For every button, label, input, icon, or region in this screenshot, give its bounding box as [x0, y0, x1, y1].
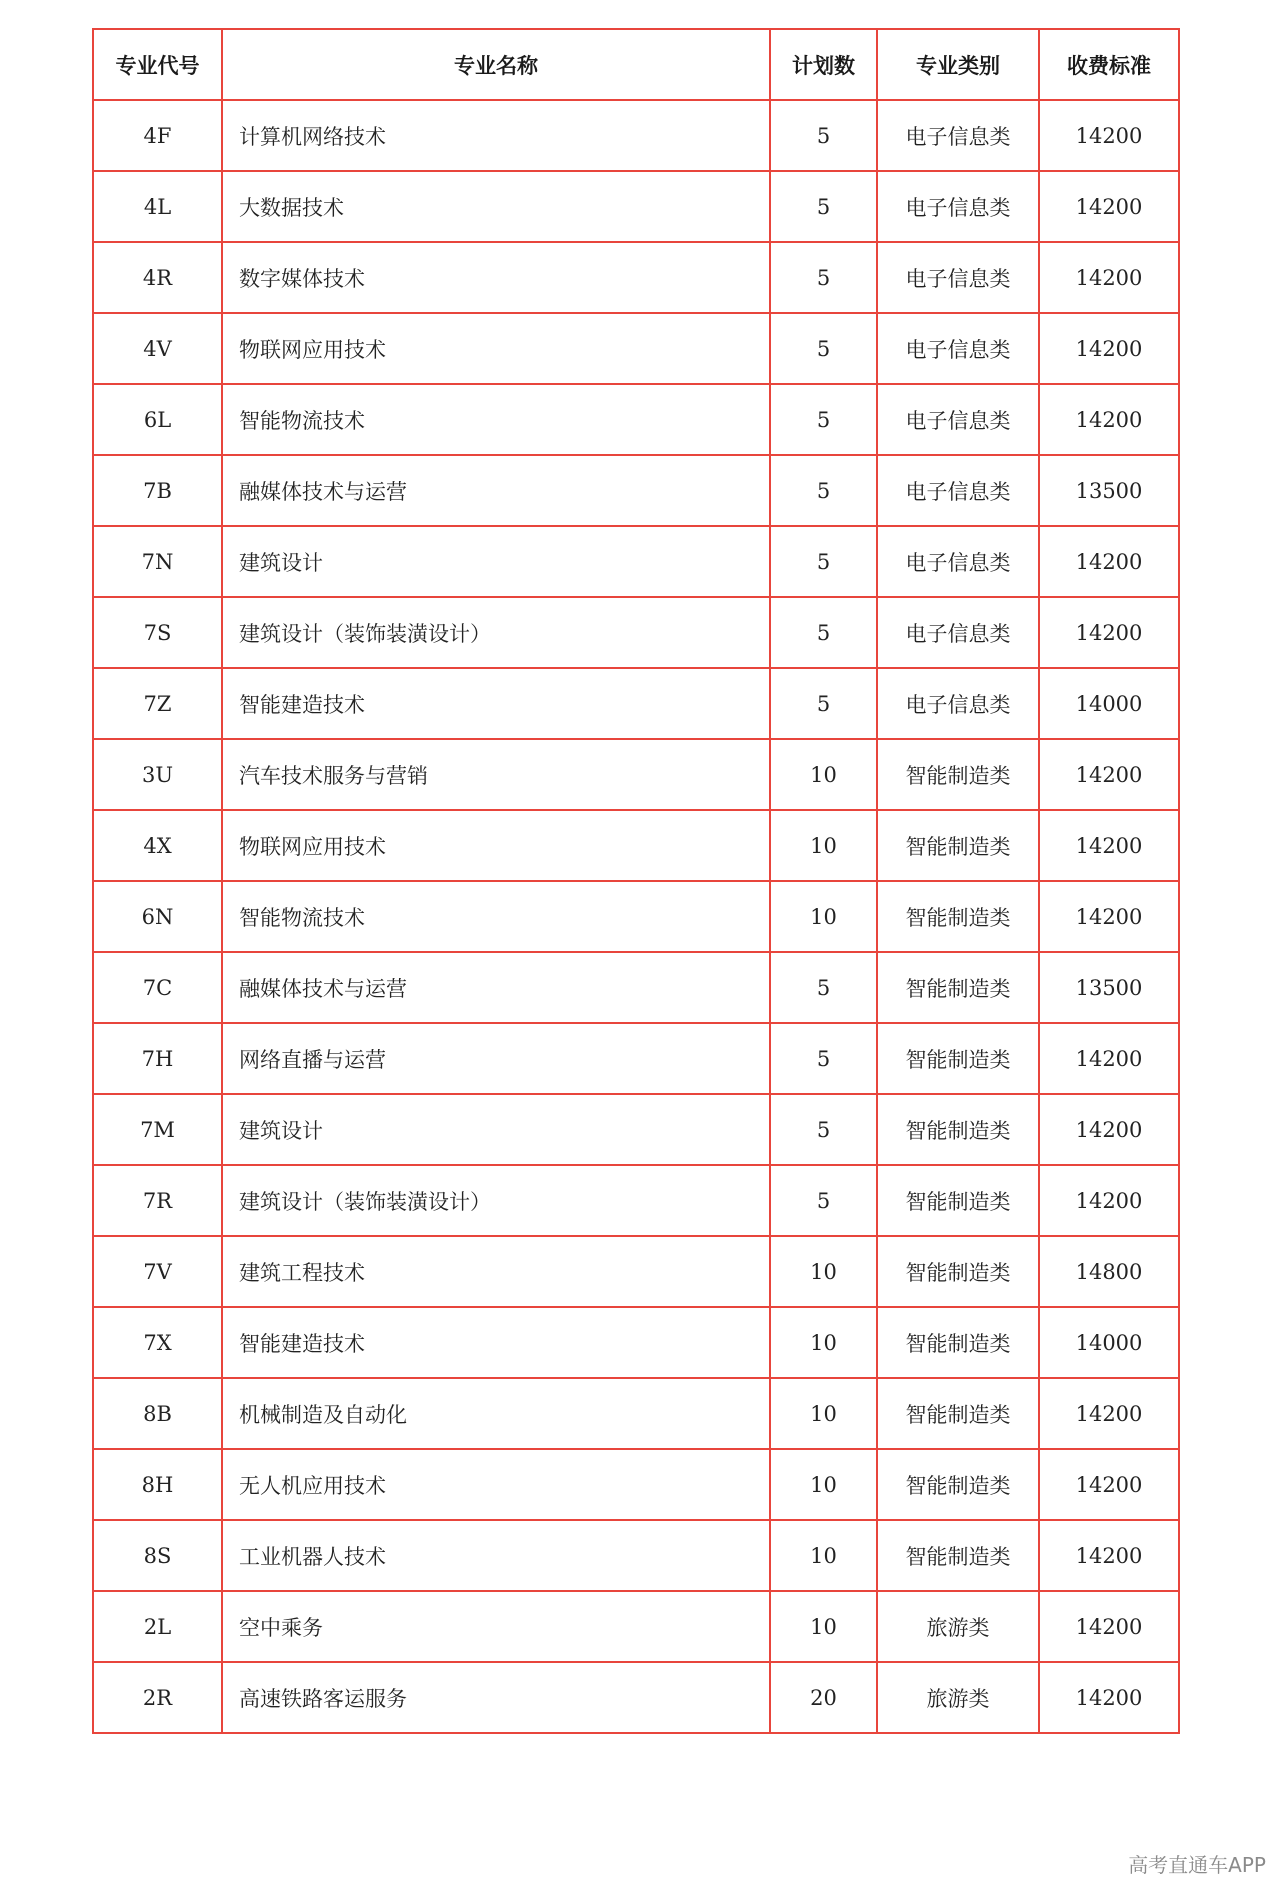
cell-fee: 14200: [1039, 526, 1179, 597]
cell-quota: 10: [770, 1378, 877, 1449]
cell-fee: 14200: [1039, 1591, 1179, 1662]
cell-code: 7C: [93, 952, 222, 1023]
cell-fee: 14800: [1039, 1236, 1179, 1307]
cell-code: 4L: [93, 171, 222, 242]
table-row: [93, 1236, 1179, 1307]
cell-fee: 14200: [1039, 1023, 1179, 1094]
cell-category: 电子信息类: [877, 313, 1039, 384]
cell-name: 物联网应用技术: [222, 810, 770, 881]
cell-code: 6N: [93, 881, 222, 952]
cell-fee: 14200: [1039, 384, 1179, 455]
cell-name: 计算机网络技术: [222, 100, 770, 171]
enrollment-plan-table: [92, 28, 1180, 1734]
cell-code: 6L: [93, 384, 222, 455]
cell-category: 智能制造类: [877, 881, 1039, 952]
cell-quota: 5: [770, 668, 877, 739]
cell-name: 建筑设计（装饰装潢设计）: [222, 597, 770, 668]
table-row: [93, 1662, 1179, 1733]
cell-code: 7X: [93, 1307, 222, 1378]
cell-fee: 14200: [1039, 1165, 1179, 1236]
cell-code: 7S: [93, 597, 222, 668]
cell-name: 建筑设计: [222, 1094, 770, 1165]
cell-fee: 14200: [1039, 171, 1179, 242]
cell-name: 融媒体技术与运营: [222, 455, 770, 526]
table-row: [93, 952, 1179, 1023]
cell-fee: 14000: [1039, 1307, 1179, 1378]
cell-name: 汽车技术服务与营销: [222, 739, 770, 810]
cell-code: 7Z: [93, 668, 222, 739]
cell-fee: 14200: [1039, 313, 1179, 384]
cell-name: 建筑设计（装饰装潢设计）: [222, 1165, 770, 1236]
cell-code: 4V: [93, 313, 222, 384]
cell-code: 2R: [93, 1662, 222, 1733]
table-row: [93, 810, 1179, 881]
cell-category: 智能制造类: [877, 1023, 1039, 1094]
table-row: [93, 313, 1179, 384]
header-name: 专业名称: [222, 29, 770, 100]
cell-code: 2L: [93, 1591, 222, 1662]
cell-category: 电子信息类: [877, 668, 1039, 739]
table-row: [93, 100, 1179, 171]
table-row: [93, 1023, 1179, 1094]
cell-quota: 5: [770, 455, 877, 526]
cell-fee: 14200: [1039, 1094, 1179, 1165]
cell-code: 7H: [93, 1023, 222, 1094]
table-row: [93, 1378, 1179, 1449]
cell-name: 工业机器人技术: [222, 1520, 770, 1591]
cell-quota: 5: [770, 597, 877, 668]
table-row: [93, 1449, 1179, 1520]
cell-name: 智能物流技术: [222, 881, 770, 952]
cell-category: 旅游类: [877, 1591, 1039, 1662]
cell-name: 高速铁路客运服务: [222, 1662, 770, 1733]
cell-quota: 20: [770, 1662, 877, 1733]
cell-category: 智能制造类: [877, 1236, 1039, 1307]
cell-fee: 14200: [1039, 597, 1179, 668]
table-row: [93, 668, 1179, 739]
cell-category: 旅游类: [877, 1662, 1039, 1733]
cell-name: 机械制造及自动化: [222, 1378, 770, 1449]
cell-category: 电子信息类: [877, 455, 1039, 526]
cell-quota: 10: [770, 810, 877, 881]
cell-name: 空中乘务: [222, 1591, 770, 1662]
table-row: [93, 1591, 1179, 1662]
cell-fee: 13500: [1039, 952, 1179, 1023]
cell-code: 7R: [93, 1165, 222, 1236]
cell-quota: 5: [770, 100, 877, 171]
cell-quota: 10: [770, 1591, 877, 1662]
table-row: [93, 1307, 1179, 1378]
table-row: [93, 597, 1179, 668]
cell-category: 电子信息类: [877, 597, 1039, 668]
cell-code: 7M: [93, 1094, 222, 1165]
cell-name: 建筑设计: [222, 526, 770, 597]
cell-name: 智能物流技术: [222, 384, 770, 455]
cell-category: 智能制造类: [877, 1520, 1039, 1591]
table-row: [93, 242, 1179, 313]
cell-fee: 13500: [1039, 455, 1179, 526]
cell-category: 智能制造类: [877, 810, 1039, 881]
cell-category: 智能制造类: [877, 739, 1039, 810]
table-row: [93, 1520, 1179, 1591]
cell-category: 电子信息类: [877, 242, 1039, 313]
cell-fee: 14200: [1039, 1378, 1179, 1449]
header-row: [93, 29, 1179, 100]
cell-quota: 10: [770, 1449, 877, 1520]
cell-category: 智能制造类: [877, 1449, 1039, 1520]
header-fee: 收费标准: [1039, 29, 1179, 100]
cell-name: 无人机应用技术: [222, 1449, 770, 1520]
cell-quota: 5: [770, 242, 877, 313]
table-row: [93, 739, 1179, 810]
cell-code: 3U: [93, 739, 222, 810]
cell-quota: 10: [770, 1520, 877, 1591]
cell-name: 数字媒体技术: [222, 242, 770, 313]
cell-quota: 5: [770, 313, 877, 384]
cell-quota: 5: [770, 171, 877, 242]
cell-fee: 14200: [1039, 810, 1179, 881]
cell-category: 电子信息类: [877, 384, 1039, 455]
cell-code: 8S: [93, 1520, 222, 1591]
cell-quota: 10: [770, 1307, 877, 1378]
cell-name: 融媒体技术与运营: [222, 952, 770, 1023]
table-row: [93, 526, 1179, 597]
cell-name: 物联网应用技术: [222, 313, 770, 384]
cell-name: 大数据技术: [222, 171, 770, 242]
cell-quota: 10: [770, 1236, 877, 1307]
cell-quota: 5: [770, 1165, 877, 1236]
cell-category: 电子信息类: [877, 100, 1039, 171]
table-row: [93, 171, 1179, 242]
cell-fee: 14000: [1039, 668, 1179, 739]
cell-category: 智能制造类: [877, 1307, 1039, 1378]
table-row: [93, 1094, 1179, 1165]
cell-name: 建筑工程技术: [222, 1236, 770, 1307]
cell-fee: 14200: [1039, 1449, 1179, 1520]
cell-name: 智能建造技术: [222, 1307, 770, 1378]
cell-category: 智能制造类: [877, 1165, 1039, 1236]
cell-code: 4X: [93, 810, 222, 881]
cell-fee: 14200: [1039, 739, 1179, 810]
cell-quota: 5: [770, 526, 877, 597]
cell-category: 智能制造类: [877, 952, 1039, 1023]
table-row: [93, 384, 1179, 455]
cell-fee: 14200: [1039, 242, 1179, 313]
header-category: 专业类别: [877, 29, 1039, 100]
cell-quota: 5: [770, 1094, 877, 1165]
cell-code: 7V: [93, 1236, 222, 1307]
cell-fee: 14200: [1039, 1662, 1179, 1733]
cell-fee: 14200: [1039, 1520, 1179, 1591]
cell-category: 电子信息类: [877, 171, 1039, 242]
cell-category: 电子信息类: [877, 526, 1039, 597]
cell-code: 4R: [93, 242, 222, 313]
cell-code: 4F: [93, 100, 222, 171]
cell-quota: 5: [770, 384, 877, 455]
header-quota: 计划数: [770, 29, 877, 100]
cell-name: 智能建造技术: [222, 668, 770, 739]
cell-code: 7B: [93, 455, 222, 526]
table-row: [93, 881, 1179, 952]
cell-code: 8H: [93, 1449, 222, 1520]
cell-code: 7N: [93, 526, 222, 597]
cell-category: 智能制造类: [877, 1378, 1039, 1449]
cell-quota: 10: [770, 881, 877, 952]
cell-fee: 14200: [1039, 100, 1179, 171]
cell-quota: 5: [770, 952, 877, 1023]
header-code: 专业代号: [93, 29, 222, 100]
cell-quota: 5: [770, 1023, 877, 1094]
cell-code: 8B: [93, 1378, 222, 1449]
table-row: [93, 455, 1179, 526]
cell-name: 网络直播与运营: [222, 1023, 770, 1094]
cell-fee: 14200: [1039, 881, 1179, 952]
table-row: [93, 1165, 1179, 1236]
cell-quota: 10: [770, 739, 877, 810]
watermark: 高考直通车APP: [1128, 1853, 1266, 1877]
cell-category: 智能制造类: [877, 1094, 1039, 1165]
